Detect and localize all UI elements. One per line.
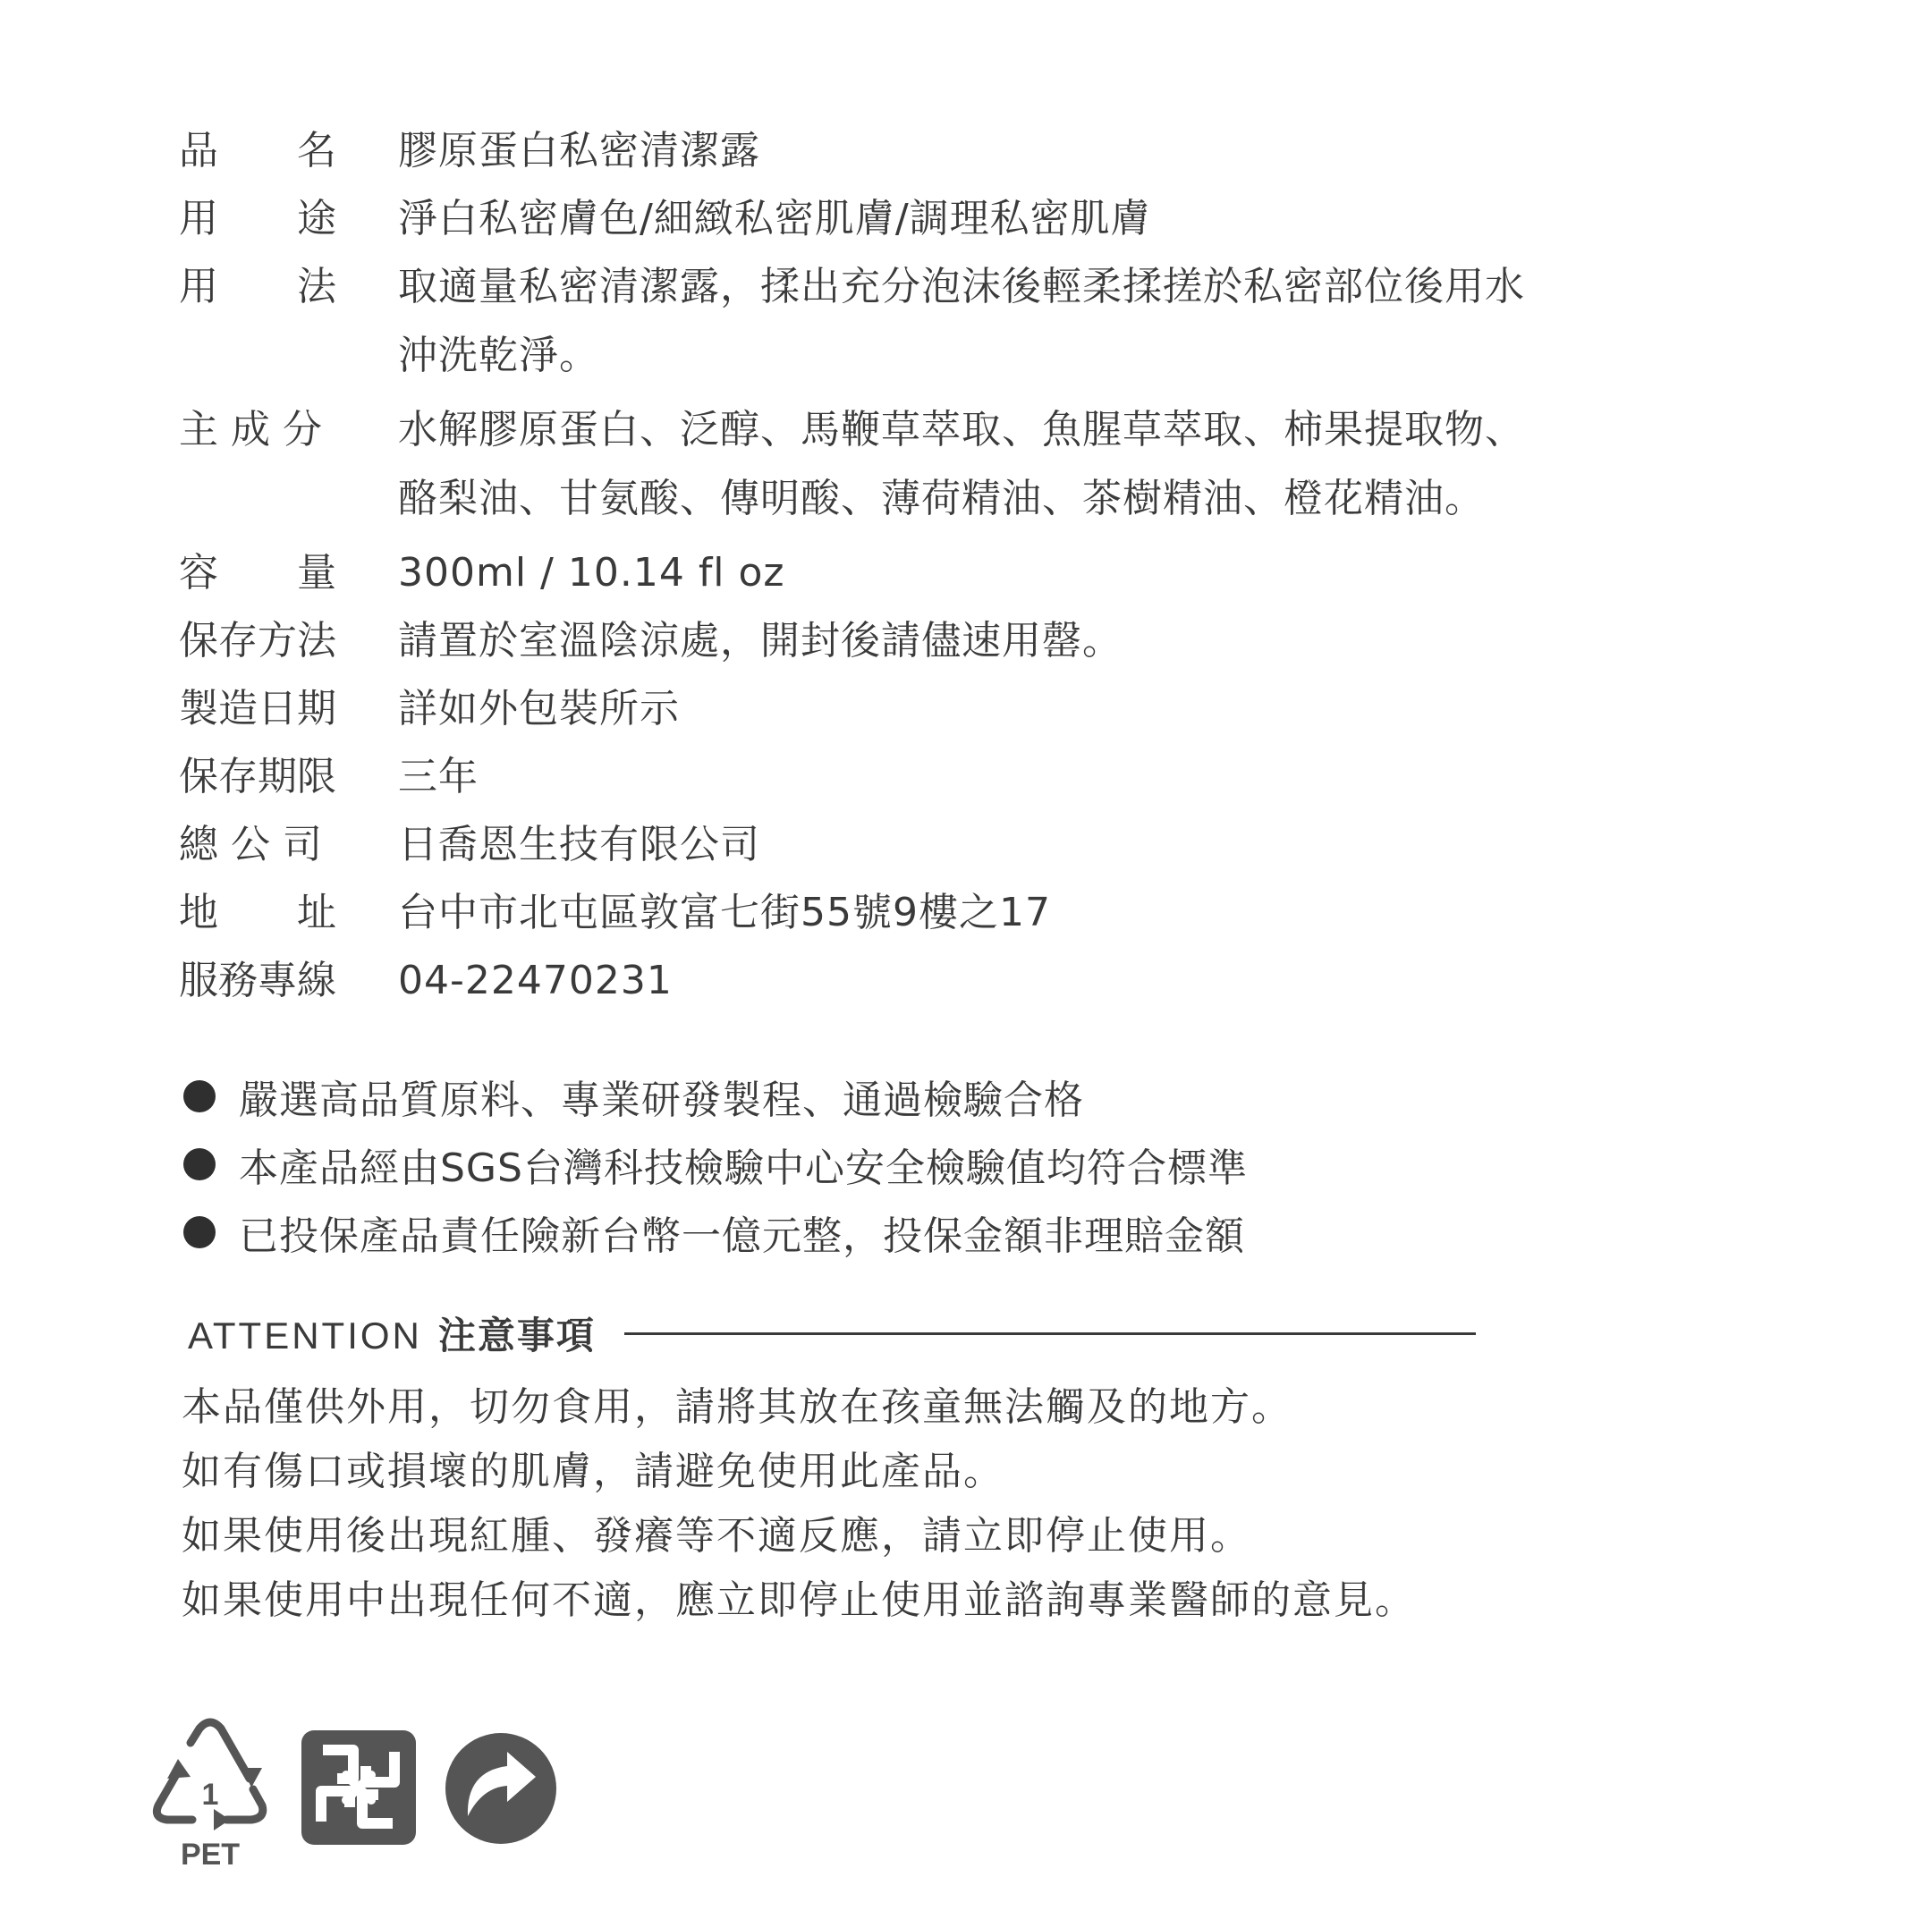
attention-note: 本品僅供外用，切勿食用，請將其放在孩童無法觸及的地方。 <box>182 1384 1292 1430</box>
spec-row-usage <box>179 259 1574 390</box>
spec-value-line: 取適量私密清潔露，揉出充分泡沫後輕柔揉搓於私密部位後用水 <box>398 264 1525 309</box>
spec-value: 膠原蛋白私密清潔露 <box>398 128 760 173</box>
attention-note: 如果使用中出現任何不適，應立即停止使用並諮詢專業醫師的意見。 <box>182 1577 1416 1623</box>
bullet-item <box>183 1130 1248 1198</box>
spec-label: 容 量 <box>179 550 336 596</box>
spec-value-line: 酪梨油、甘氨酸、傳明酸、薄荷精油、茶樹精油、橙花精油。 <box>398 476 1485 521</box>
spec-label: 服務專線 <box>179 958 336 1003</box>
spec-value <box>398 252 1574 390</box>
attention-title <box>188 1306 596 1360</box>
spec-value: 04-22470231 <box>398 958 673 1003</box>
attention-note: 如果使用後出現紅腫、發癢等不適反應，請立即停止使用。 <box>182 1513 1251 1559</box>
attention-divider <box>624 1332 1476 1335</box>
bullet-item <box>183 1198 1248 1266</box>
green-dot-icon <box>443 1730 559 1847</box>
spec-value: 詳如外包裝所示 <box>398 686 680 731</box>
spec-value: 淨白私密膚色/細緻私密肌膚/調理私密肌膚 <box>398 196 1151 241</box>
bullet-text: 已投保產品責任險新台幣一億元整，投保金額非理賠金額 <box>239 1213 1245 1259</box>
taiwan-recycle-icon <box>298 1727 419 1848</box>
spec-label: 用 法 <box>179 264 336 309</box>
spec-value: 台中市北屯區敦富七街55號9樓之17 <box>398 890 1051 935</box>
attention-title-en: ATTENTION <box>188 1315 422 1357</box>
pet-label: PET <box>180 1838 241 1872</box>
product-specs <box>179 123 1574 1021</box>
spec-row-storage <box>179 613 1574 669</box>
attention-notes <box>182 1375 1416 1633</box>
spec-row-name <box>179 123 1574 179</box>
spec-label: 保存期限 <box>179 754 336 799</box>
spec-value: 請置於室溫陰涼處，開封後請儘速用罄。 <box>398 618 1123 664</box>
spec-label: 製造日期 <box>179 686 336 731</box>
spec-row-manufacture-date <box>179 681 1574 737</box>
attention-note: 如有傷口或損壞的肌膚，請避免使用此產品。 <box>182 1449 1004 1494</box>
spec-row-ingredients <box>179 402 1574 533</box>
spec-value: 日喬恩生技有限公司 <box>398 822 760 867</box>
bullet-text: 嚴選高品質原料、專業研發製程、通過檢驗合格 <box>239 1078 1084 1123</box>
bullet-item <box>183 1062 1248 1130</box>
bullet-dot-icon <box>183 1080 216 1112</box>
spec-row-purpose <box>179 191 1574 247</box>
attention-header <box>188 1304 1476 1363</box>
spec-label: 地 址 <box>179 890 336 935</box>
bullet-text: 本產品經由SGS台灣科技檢驗中心安全檢驗值均符合標準 <box>239 1145 1248 1191</box>
spec-row-address <box>179 885 1574 941</box>
spec-label: 用 途 <box>179 196 336 241</box>
spec-row-hotline <box>179 953 1574 1009</box>
pet-recycle-icon <box>148 1712 273 1873</box>
spec-label: 主 成 分 <box>179 407 322 452</box>
pet-number: 1 <box>201 1778 219 1812</box>
quality-bullets <box>183 1062 1248 1266</box>
spec-label: 保存方法 <box>179 618 336 664</box>
spec-row-company <box>179 817 1574 873</box>
spec-label: 總 公 司 <box>179 822 322 867</box>
bullet-dot-icon <box>183 1216 216 1248</box>
spec-value: 三年 <box>398 754 479 799</box>
attention-title-zh: 注意事項 <box>437 1314 596 1357</box>
spec-row-volume <box>179 545 1574 601</box>
spec-value: 300ml / 10.14 fl oz <box>398 550 785 596</box>
spec-label: 品 名 <box>179 128 336 173</box>
spec-value-line: 沖洗乾淨。 <box>398 333 599 378</box>
spec-row-shelf-life <box>179 749 1574 805</box>
spec-value <box>398 395 1574 533</box>
bullet-dot-icon <box>183 1148 216 1180</box>
spec-value-line: 水解膠原蛋白、泛醇、馬鞭草萃取、魚腥草萃取、柿果提取物、 <box>398 407 1525 452</box>
